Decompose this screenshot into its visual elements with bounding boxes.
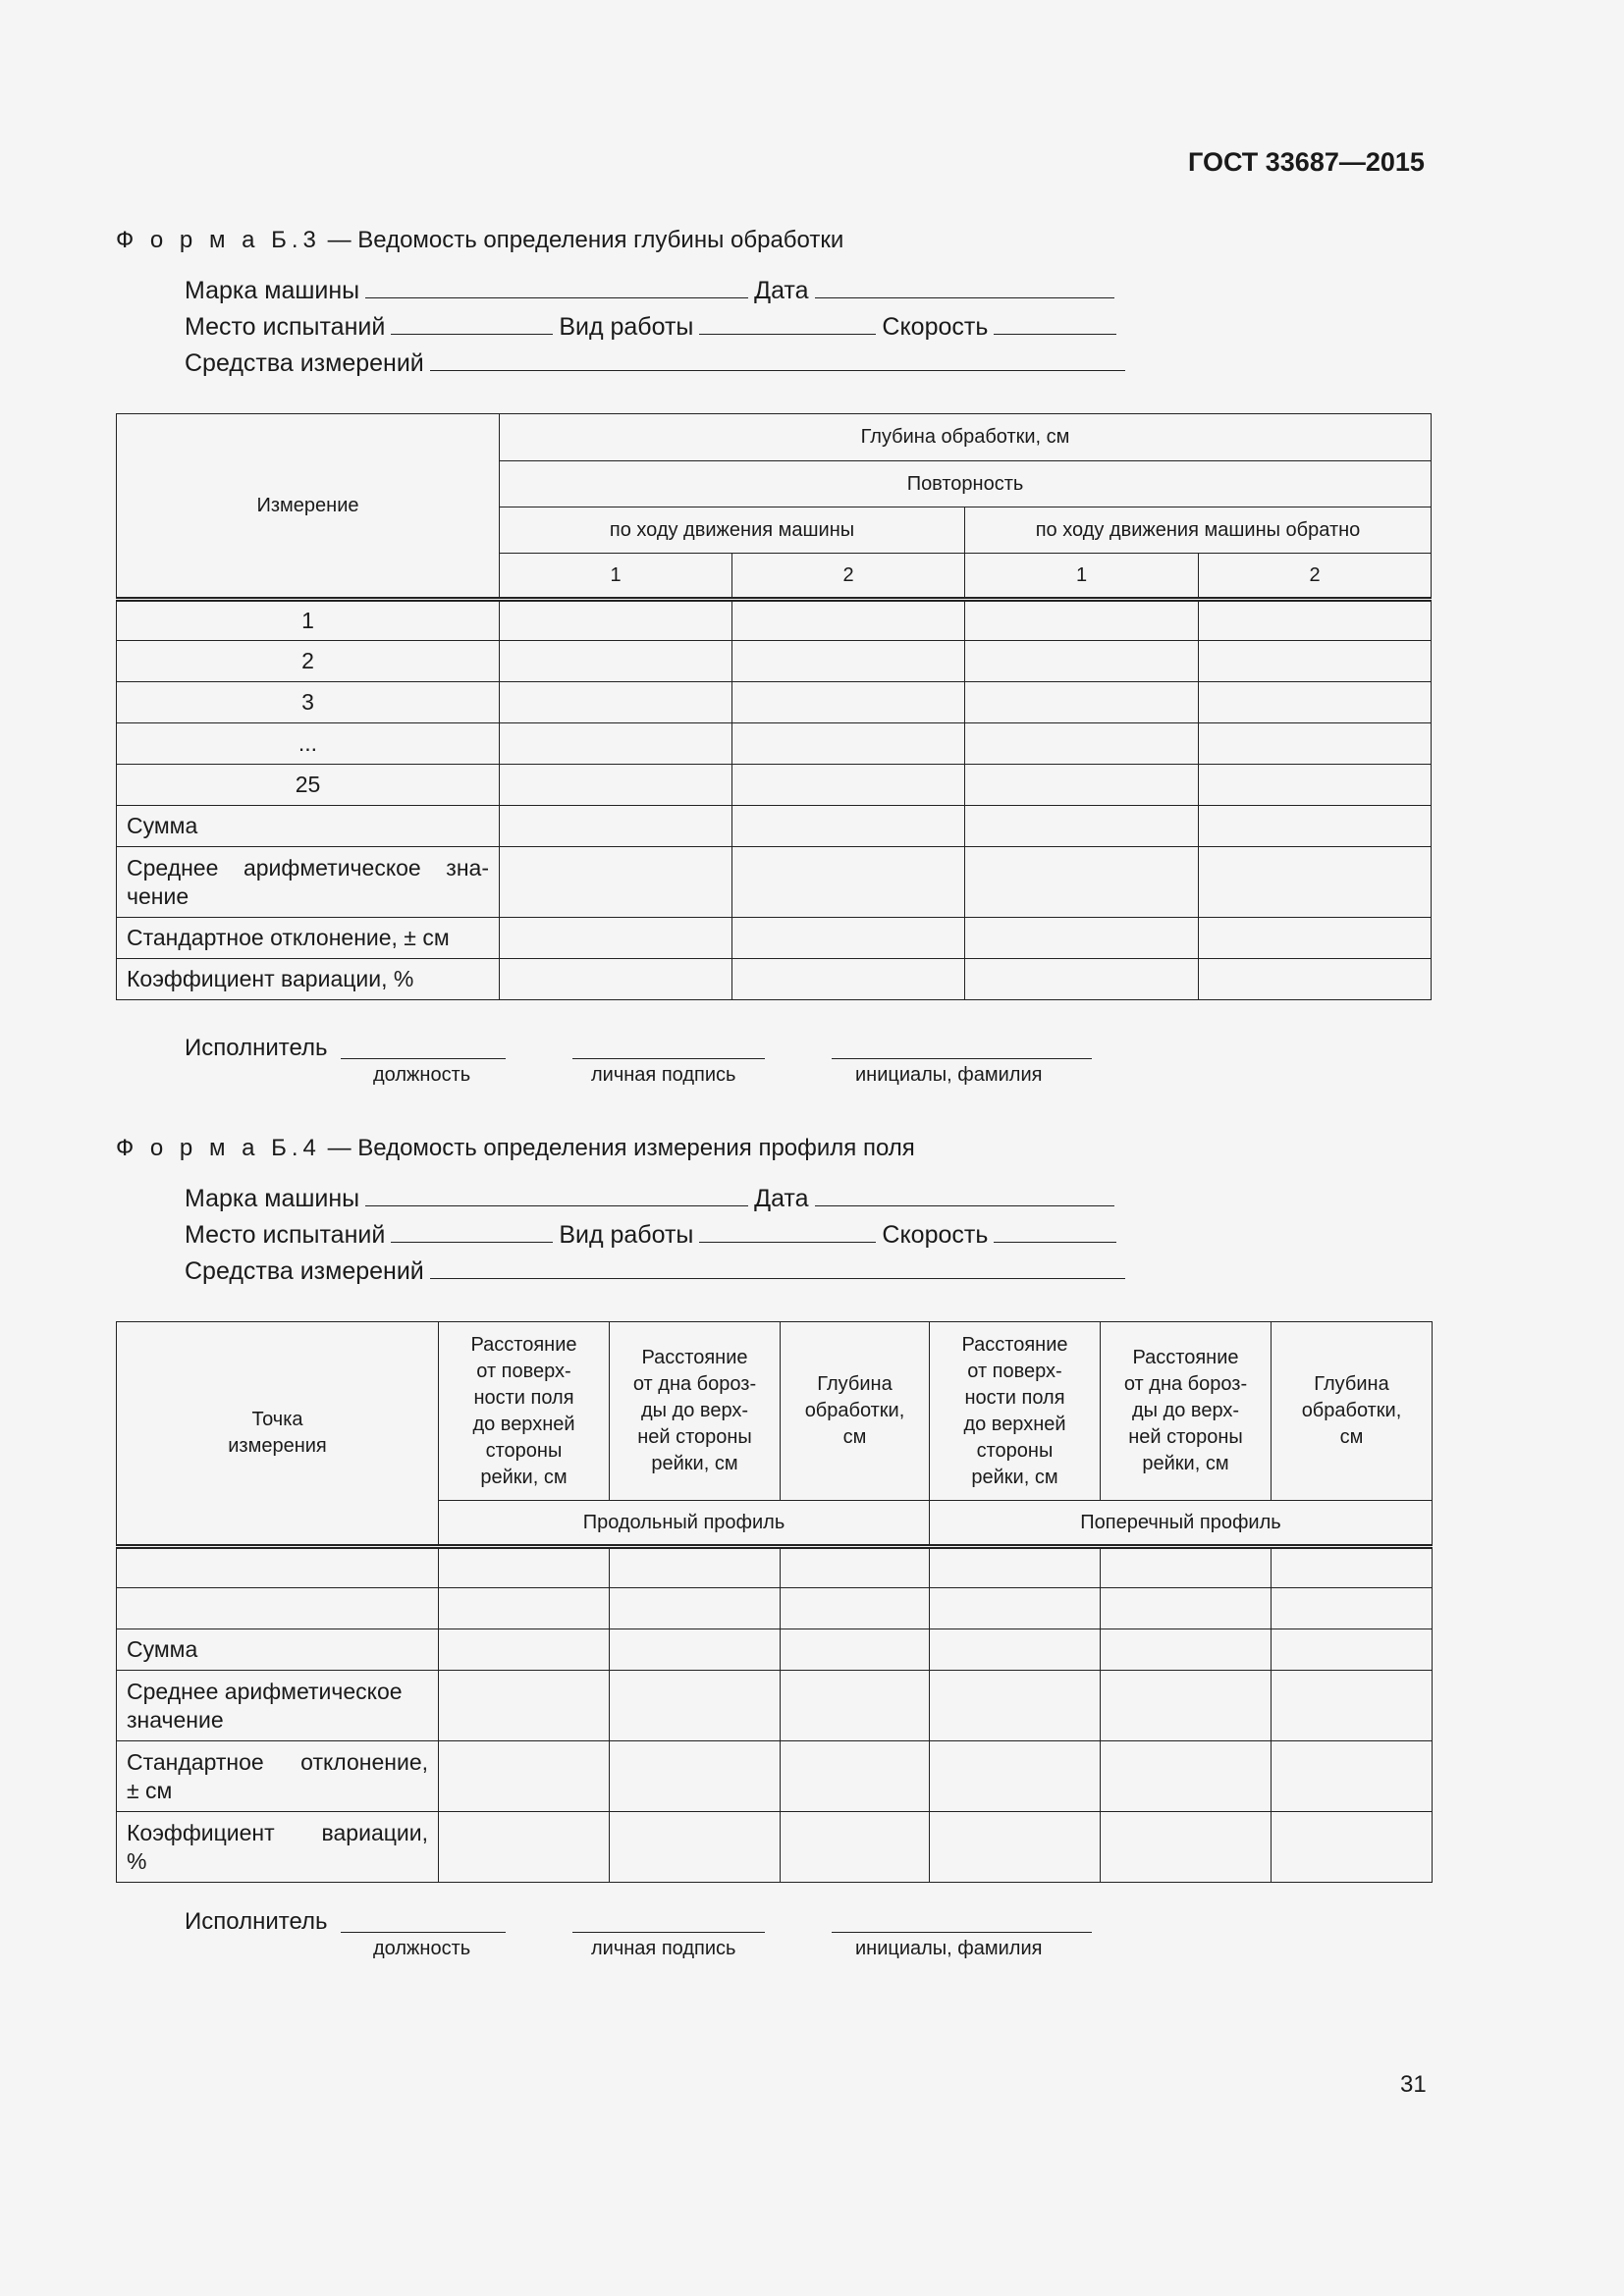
table-cell[interactable] — [1272, 1812, 1433, 1883]
transverse-header: Поперечный профиль — [930, 1501, 1433, 1547]
subcol-3: 1 — [965, 554, 1199, 600]
table-cell[interactable] — [439, 1671, 610, 1741]
hdr-line: от поверх- — [967, 1360, 1062, 1382]
row-label: ... — [117, 723, 500, 765]
brand-label: Марка машины — [185, 1185, 360, 1212]
col-depth-long — [781, 1322, 930, 1501]
site-field[interactable] — [391, 1220, 553, 1243]
table-cell[interactable] — [1101, 1741, 1272, 1812]
table-cell[interactable] — [1199, 959, 1432, 1000]
table-cell[interactable] — [610, 1812, 781, 1883]
name-line[interactable] — [832, 1932, 1092, 1933]
table-cell[interactable] — [1199, 806, 1432, 847]
cv-line-2: % — [127, 1847, 147, 1874]
table-cell[interactable] — [781, 1812, 930, 1883]
signature-caption: личная подпись — [591, 1064, 736, 1086]
name-line[interactable] — [832, 1058, 1092, 1059]
table-cell[interactable] — [610, 1588, 781, 1629]
table-row — [117, 918, 1432, 959]
table-cell[interactable] — [732, 723, 965, 765]
profile-table — [116, 1321, 1433, 1883]
row-label: 3 — [117, 682, 500, 723]
table-cell[interactable] — [930, 1629, 1101, 1671]
hdr-line: ды до верх- — [1131, 1400, 1240, 1421]
row-label-sum: Сумма — [117, 1629, 439, 1671]
table-cell[interactable] — [1199, 682, 1432, 723]
signature-line[interactable] — [572, 1058, 765, 1059]
row-label-cv: Коэффициент вариации, % — [117, 959, 500, 1000]
brand-field[interactable] — [365, 1184, 748, 1206]
table-cell[interactable] — [500, 847, 732, 918]
table-cell[interactable] — [117, 1547, 439, 1588]
table-cell[interactable] — [732, 959, 965, 1000]
executor-label: Исполнитель — [185, 1908, 328, 1935]
col-point-l2: измерения — [228, 1435, 327, 1457]
table-row — [117, 1629, 1433, 1671]
position-caption: должность — [373, 1064, 471, 1086]
work-label: Вид работы — [559, 1221, 694, 1249]
table-row — [117, 1588, 1433, 1629]
form-b4-line-1 — [185, 1184, 1120, 1213]
hdr-line: Расстояние — [961, 1333, 1068, 1356]
table-row — [117, 1547, 1433, 1588]
table-cell[interactable] — [965, 806, 1199, 847]
table-cell[interactable] — [1199, 600, 1432, 641]
speed-field[interactable] — [994, 1220, 1116, 1243]
hdr-line: ности поля — [473, 1386, 574, 1409]
speed-label: Скорость — [882, 1221, 989, 1249]
table-cell[interactable] — [781, 1547, 930, 1588]
col-depth-trans — [1272, 1322, 1433, 1501]
col-dist-surface-trans — [930, 1322, 1101, 1501]
table-cell[interactable] — [732, 682, 965, 723]
table-cell[interactable] — [732, 765, 965, 806]
row-label-sum: Сумма — [117, 806, 500, 847]
col-measure: Измерение — [117, 414, 500, 600]
table-cell[interactable] — [930, 1741, 1101, 1812]
table-row — [117, 600, 1432, 641]
forward-header: по ходу движения машины — [500, 507, 965, 554]
row-label: 2 — [117, 641, 500, 682]
subcol-4: 2 — [1199, 554, 1432, 600]
table-cell[interactable] — [781, 1588, 930, 1629]
tools-label: Средства измерений — [185, 1257, 424, 1285]
form-b3-title — [116, 227, 843, 254]
table-cell[interactable] — [781, 1629, 930, 1671]
table-cell[interactable] — [500, 600, 732, 641]
hdr-line: см — [1339, 1426, 1364, 1448]
form-b3-line-3 — [185, 348, 1131, 378]
row-label-std: Стандартное отклонение, ± см — [117, 918, 500, 959]
table-row — [117, 723, 1432, 765]
table-cell[interactable] — [439, 1588, 610, 1629]
table-cell[interactable] — [965, 959, 1199, 1000]
hdr-line: от поверх- — [476, 1360, 571, 1382]
cv-line-1: Коэффициент вариации, — [127, 1819, 428, 1845]
table-cell[interactable] — [439, 1629, 610, 1671]
table-cell[interactable] — [965, 918, 1199, 959]
hdr-line: рейки, см — [651, 1453, 738, 1474]
table-cell[interactable] — [732, 847, 965, 918]
table-cell[interactable] — [1272, 1629, 1433, 1671]
table-cell[interactable] — [1272, 1588, 1433, 1629]
position-line[interactable] — [341, 1932, 506, 1933]
signature-caption: личная подпись — [591, 1938, 736, 1959]
subcol-2: 2 — [732, 554, 965, 600]
signature-line[interactable] — [572, 1932, 765, 1933]
brand-label: Марка машины — [185, 277, 360, 304]
table-cell[interactable] — [1272, 1741, 1433, 1812]
row-label-std — [117, 1741, 439, 1812]
table-row — [117, 682, 1432, 723]
table-cell[interactable] — [610, 1671, 781, 1741]
tools-field[interactable] — [430, 348, 1125, 371]
hdr-line: рейки, см — [480, 1466, 568, 1488]
form-b4-prefix: Ф о р м а Б.4 — [116, 1135, 321, 1161]
table-row — [117, 959, 1432, 1000]
form-b4-line-2 — [185, 1220, 1122, 1250]
table-cell[interactable] — [1199, 641, 1432, 682]
hdr-line: Расстояние — [470, 1333, 577, 1356]
table-cell[interactable] — [965, 641, 1199, 682]
table-cell[interactable] — [1101, 1812, 1272, 1883]
table-cell[interactable] — [1101, 1547, 1272, 1588]
table-cell[interactable] — [1272, 1547, 1433, 1588]
date-label: Дата — [754, 277, 809, 304]
name-caption: инициалы, фамилия — [855, 1938, 1043, 1959]
hdr-line: от дна бороз- — [1123, 1373, 1248, 1395]
speed-label: Скорость — [882, 313, 989, 341]
row-label: 25 — [117, 765, 500, 806]
position-caption: должность — [373, 1938, 471, 1959]
table-cell[interactable] — [1199, 765, 1432, 806]
col-point — [117, 1322, 439, 1547]
table-row — [117, 765, 1432, 806]
table-cell[interactable] — [930, 1812, 1101, 1883]
table-row — [117, 1812, 1433, 1883]
col-dist-bottom-trans — [1101, 1322, 1272, 1501]
std-line-1: Стандартное отклонение, — [127, 1748, 428, 1775]
hdr-line: Расстояние — [1132, 1347, 1239, 1368]
table-cell[interactable] — [500, 765, 732, 806]
col-dist-surface-long — [439, 1322, 610, 1501]
table-cell[interactable] — [732, 600, 965, 641]
mean-line-1: Среднее арифметическое зна- — [127, 854, 489, 881]
table-cell[interactable] — [1199, 918, 1432, 959]
table-cell[interactable] — [117, 1588, 439, 1629]
hdr-line: от дна бороз- — [632, 1373, 757, 1395]
table-cell[interactable] — [965, 600, 1199, 641]
row-label-mean — [117, 847, 500, 918]
form-b3-prefix: Ф о р м а Б.3 — [116, 227, 321, 253]
table-cell[interactable] — [930, 1588, 1101, 1629]
form-b4-title — [116, 1135, 915, 1162]
table-row — [117, 1741, 1433, 1812]
hdr-line: ней стороны — [1128, 1426, 1243, 1448]
table-cell[interactable] — [500, 806, 732, 847]
tools-field[interactable] — [430, 1256, 1125, 1279]
table-cell[interactable] — [500, 682, 732, 723]
hdr-line: см — [842, 1426, 867, 1448]
table-cell[interactable] — [610, 1547, 781, 1588]
table-cell[interactable] — [500, 641, 732, 682]
hdr-line: ды до верх- — [640, 1400, 749, 1421]
table-cell[interactable] — [610, 1741, 781, 1812]
backward-header: по ходу движения машины обратно — [965, 507, 1432, 554]
position-line[interactable] — [341, 1058, 506, 1059]
table-cell[interactable] — [781, 1741, 930, 1812]
brand-field[interactable] — [365, 276, 748, 298]
table-cell[interactable] — [1101, 1629, 1272, 1671]
col-dist-bottom-long — [610, 1322, 781, 1501]
hdr-line: ности поля — [964, 1386, 1065, 1409]
table-row — [117, 806, 1432, 847]
mean-line-2: чение — [127, 882, 189, 909]
longitudinal-header: Продольный профиль — [439, 1501, 930, 1547]
table-row — [117, 641, 1432, 682]
site-label: Место испытаний — [185, 1221, 386, 1249]
table-row — [117, 1671, 1433, 1741]
work-label: Вид работы — [559, 313, 694, 341]
row-label-cv — [117, 1812, 439, 1883]
table-cell[interactable] — [500, 959, 732, 1000]
hdr-line: Глубина — [1314, 1373, 1389, 1395]
row-label: 1 — [117, 600, 500, 641]
hdr-line: до верхней — [472, 1413, 575, 1435]
depth-table — [116, 413, 1432, 1000]
table-cell[interactable] — [439, 1812, 610, 1883]
table-cell[interactable] — [732, 806, 965, 847]
table-cell[interactable] — [930, 1547, 1101, 1588]
hdr-line: стороны — [976, 1439, 1054, 1462]
row-label-mean — [117, 1671, 439, 1741]
hdr-line: рейки, см — [1142, 1453, 1229, 1474]
hdr-line: рейки, см — [971, 1466, 1058, 1488]
date-field[interactable] — [815, 276, 1114, 298]
tools-label: Средства измерений — [185, 349, 424, 377]
table-cell[interactable] — [439, 1741, 610, 1812]
table-cell[interactable] — [500, 918, 732, 959]
mean-line-2: значение — [127, 1706, 224, 1733]
table-cell[interactable] — [610, 1629, 781, 1671]
form-b3-title-text: — Ведомость определения глубины обработки — [320, 227, 844, 253]
hdr-line: Глубина — [817, 1373, 893, 1395]
table-cell[interactable] — [1101, 1671, 1272, 1741]
hdr-line: до верхней — [963, 1413, 1066, 1435]
table-cell[interactable] — [965, 682, 1199, 723]
table-cell[interactable] — [965, 723, 1199, 765]
site-field[interactable] — [391, 312, 553, 335]
col-point-l1: Точка — [251, 1409, 303, 1430]
table-cell[interactable] — [732, 641, 965, 682]
table-row — [117, 847, 1432, 918]
mean-line-1: Среднее арифметическое — [127, 1678, 403, 1704]
hdr-line: ней стороны — [637, 1426, 752, 1448]
work-field[interactable] — [699, 312, 876, 335]
document-id: ГОСТ 33687—2015 — [1188, 147, 1425, 177]
std-line-2: ± см — [127, 1777, 173, 1803]
table-cell[interactable] — [965, 765, 1199, 806]
table-cell[interactable] — [1101, 1588, 1272, 1629]
site-label: Место испытаний — [185, 313, 386, 341]
form-b4-title-text: — Ведомость определения измерения профиля поля — [320, 1135, 915, 1161]
table-cell[interactable] — [439, 1547, 610, 1588]
depth-header: Глубина обработки, см — [500, 414, 1432, 461]
table-cell[interactable] — [732, 918, 965, 959]
repeat-header: Повторность — [500, 461, 1432, 507]
table-cell[interactable] — [965, 847, 1199, 918]
table-cell[interactable] — [930, 1671, 1101, 1741]
table-cell[interactable] — [500, 723, 732, 765]
hdr-line: Расстояние — [641, 1347, 748, 1368]
hdr-line: обработки, — [1301, 1400, 1402, 1421]
table-cell[interactable] — [781, 1671, 930, 1741]
hdr-line: обработки, — [804, 1400, 905, 1421]
table-cell[interactable] — [1199, 847, 1432, 918]
date-field[interactable] — [815, 1184, 1114, 1206]
hdr-line: стороны — [485, 1439, 563, 1462]
work-field[interactable] — [699, 1220, 876, 1243]
executor-label: Исполнитель — [185, 1035, 328, 1061]
date-label: Дата — [754, 1185, 809, 1212]
form-b3-line-2 — [185, 312, 1122, 342]
form-b4-line-3 — [185, 1256, 1131, 1286]
table-cell[interactable] — [1199, 723, 1432, 765]
subcol-1: 1 — [500, 554, 732, 600]
table-cell[interactable] — [1272, 1671, 1433, 1741]
name-caption: инициалы, фамилия — [855, 1064, 1043, 1086]
speed-field[interactable] — [994, 312, 1116, 335]
page-number: 31 — [1400, 2071, 1427, 2098]
form-b3-line-1 — [185, 276, 1120, 305]
